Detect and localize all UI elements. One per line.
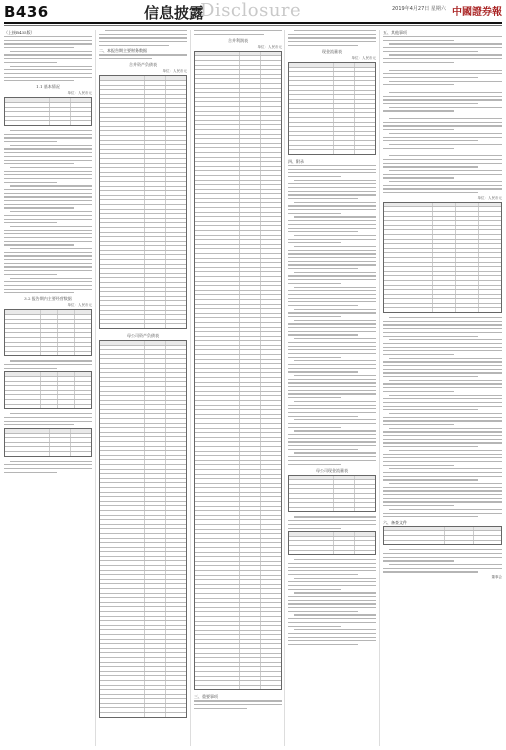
header-rule-thin (4, 25, 502, 26)
data-table (4, 309, 92, 356)
column-4 (288, 30, 376, 746)
data-table (99, 75, 187, 329)
column-5 (383, 30, 502, 746)
table-title: 合并利润表 (228, 37, 248, 43)
page-header (0, 0, 506, 24)
column-2 (99, 30, 187, 746)
date-line: 2019年4月27日 星期六 (392, 6, 446, 12)
data-table (99, 340, 187, 718)
column-intro: 四、附录 (288, 158, 304, 164)
column-intro: 二、本报告期主要财务数据 (99, 48, 147, 54)
table-title: 母公司资产负债表 (127, 332, 159, 338)
table-title: 现金流量表 (322, 48, 342, 54)
table-unit: 单位：人民币元 (351, 55, 376, 60)
data-table (383, 202, 502, 313)
column-intro: （上接B435版） (4, 30, 35, 35)
column-intro: 三、重要事项 (194, 694, 218, 700)
column-3 (194, 30, 282, 746)
table-unit: 单位：人民币元 (67, 91, 92, 96)
column-intro: 六、备查文件 (383, 519, 407, 525)
data-table (194, 51, 282, 691)
signature: 董事会 (491, 575, 502, 580)
data-table (288, 62, 376, 155)
table-unit: 单位：人民币元 (67, 303, 92, 308)
newspaper-logo: 中國證券報 (452, 7, 502, 18)
table-title: 3.2 报告期内主要经营数据 (24, 296, 72, 302)
data-table (4, 428, 92, 457)
section-title: 信息披露 (144, 4, 205, 22)
data-table (288, 531, 376, 555)
data-table (383, 526, 502, 545)
data-table (288, 475, 376, 513)
section-title-en: Disclosure (200, 0, 302, 21)
table-unit: 单位：人民币元 (477, 195, 502, 200)
table-unit: 单位：人民币元 (257, 44, 282, 49)
page-number: B436 (4, 3, 49, 21)
data-table (4, 97, 92, 126)
header-rule (4, 22, 502, 24)
table-title: 1.1 基本情况 (36, 84, 60, 90)
column-1 (4, 30, 92, 746)
table-title: 母公司现金流量表 (316, 467, 348, 473)
data-table (4, 371, 92, 409)
table-title: 合并资产负债表 (129, 62, 157, 68)
table-unit: 单位：人民币元 (162, 69, 187, 74)
column-intro: 五、其他事项 (383, 30, 407, 35)
